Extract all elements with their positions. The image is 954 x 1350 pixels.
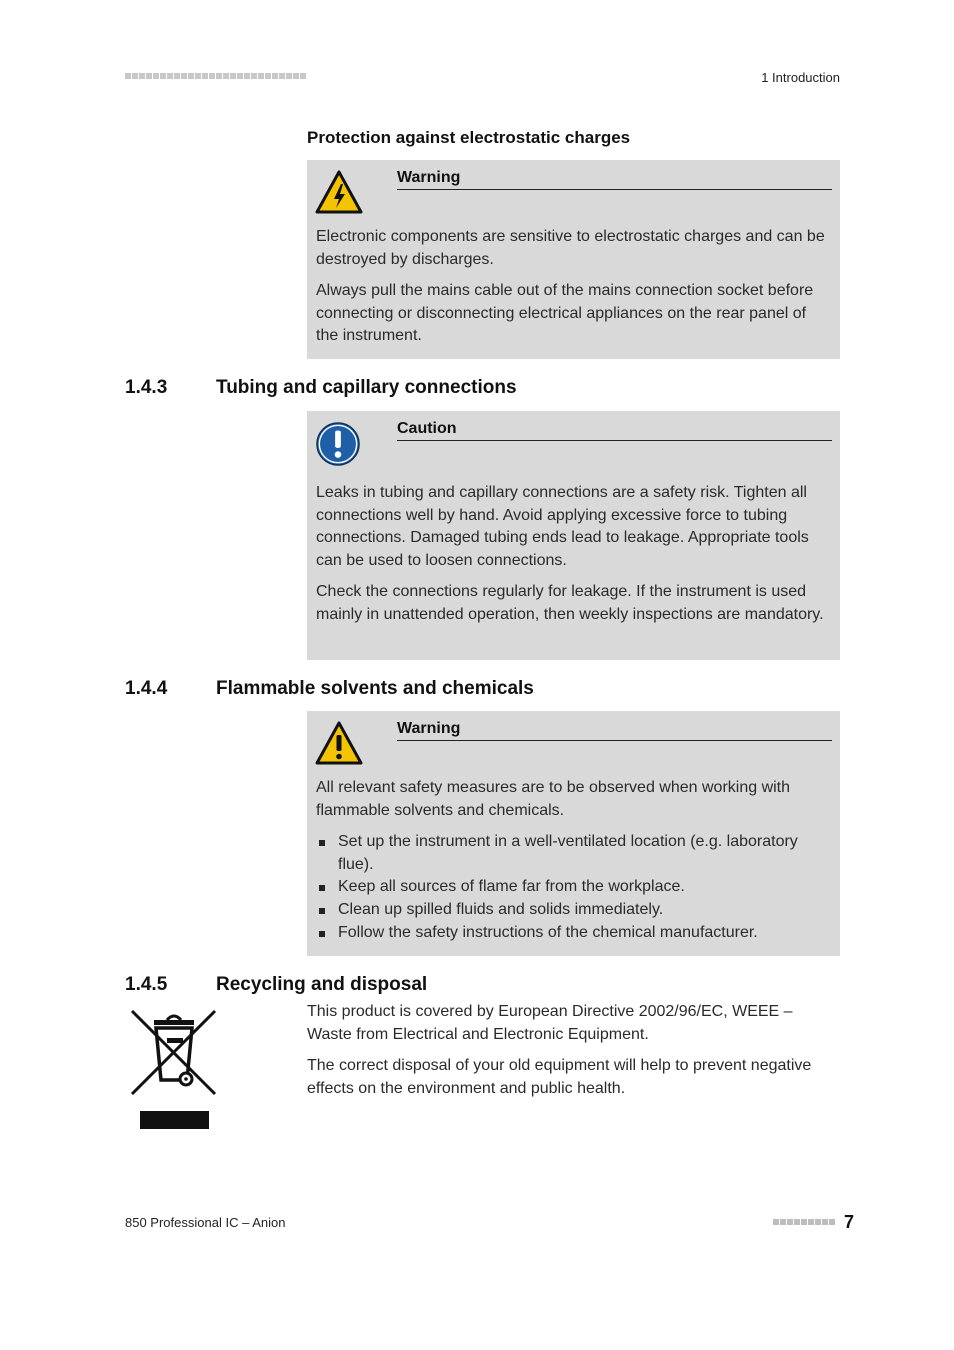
tubing-notice-body bbox=[316, 482, 830, 636]
flammable-warning-box bbox=[307, 711, 840, 956]
tubing-paragraph: Leaks in tubing and capillary connections are a safety risk. Tighten all connections well by hand. Avoid applying excessive force to tubing connections. Damaged tubing ends lead to leakage. Appropriate tools can be used to loosen connections. bbox=[316, 484, 809, 569]
esd-warning-box bbox=[307, 160, 840, 359]
esd-paragraph: Always pull the mains cable out of the mains connection socket before connecting or disconnecting electrical appliances on the rear panel of the instrument. bbox=[316, 282, 814, 345]
header-decoration bbox=[125, 73, 306, 79]
esd-notice-title: Warning bbox=[397, 169, 832, 190]
section-title: Flammable solvents and chemicals bbox=[216, 678, 534, 699]
section-number: 1.4.4 bbox=[125, 678, 168, 699]
list-item: Set up the instrument in a well-ventilated location (e.g. laboratory flue). bbox=[316, 831, 830, 876]
general-warning-icon bbox=[315, 721, 363, 765]
footer-product-name: 850 Professional IC – Anion bbox=[125, 1215, 286, 1230]
esd-notice-body bbox=[316, 226, 830, 357]
list-item: Clean up spilled fluids and solids immediately. bbox=[316, 899, 830, 922]
weee-crossed-bin-icon bbox=[129, 1008, 219, 1133]
page-number: 7 bbox=[844, 1212, 855, 1232]
caution-icon bbox=[315, 421, 361, 467]
tubing-paragraph: Check the connections regularly for leakage. If the instrument is used mainly in unattended operation, then weekly inspections are mandatory. bbox=[316, 583, 824, 623]
flammable-intro: All relevant safety measures are to be observed when working with flammable solvents and chemicals. bbox=[316, 779, 791, 819]
list-item: Follow the safety instructions of the chemical manufacturer. bbox=[316, 922, 830, 945]
section-heading-tubing bbox=[0, 377, 954, 401]
footer-decoration bbox=[773, 1219, 835, 1225]
flammable-notice-title: Warning bbox=[397, 720, 832, 741]
tubing-notice-title: Caution bbox=[397, 420, 832, 441]
section-heading-recycling bbox=[0, 974, 954, 998]
flammable-bullet-list bbox=[316, 831, 830, 944]
flammable-notice-body bbox=[316, 777, 830, 944]
recycling-paragraph: The correct disposal of your old equipment will help to prevent negative effects on the environment and public health. bbox=[307, 1057, 812, 1097]
section-number: 1.4.5 bbox=[125, 974, 168, 995]
list-item: Keep all sources of flame far from the workplace. bbox=[316, 876, 830, 899]
chapter-running-head: 1 Introduction bbox=[761, 70, 840, 85]
esd-heading: Protection against electrostatic charges bbox=[307, 128, 631, 147]
esd-paragraph: Electronic components are sensitive to electrostatic charges and can be destroyed by discharges. bbox=[316, 228, 825, 268]
section-title: Recycling and disposal bbox=[216, 974, 428, 995]
tubing-caution-box bbox=[307, 411, 840, 660]
recycling-paragraph: This product is covered by European Directive 2002/96/EC, WEEE – Waste from Electrical and Electronic Equipment. bbox=[307, 1003, 793, 1043]
section-heading-flammable bbox=[0, 678, 954, 702]
recycling-text bbox=[307, 1001, 840, 1109]
electrical-warning-icon bbox=[315, 170, 363, 214]
section-number: 1.4.3 bbox=[125, 377, 168, 398]
section-title: Tubing and capillary connections bbox=[216, 377, 517, 398]
